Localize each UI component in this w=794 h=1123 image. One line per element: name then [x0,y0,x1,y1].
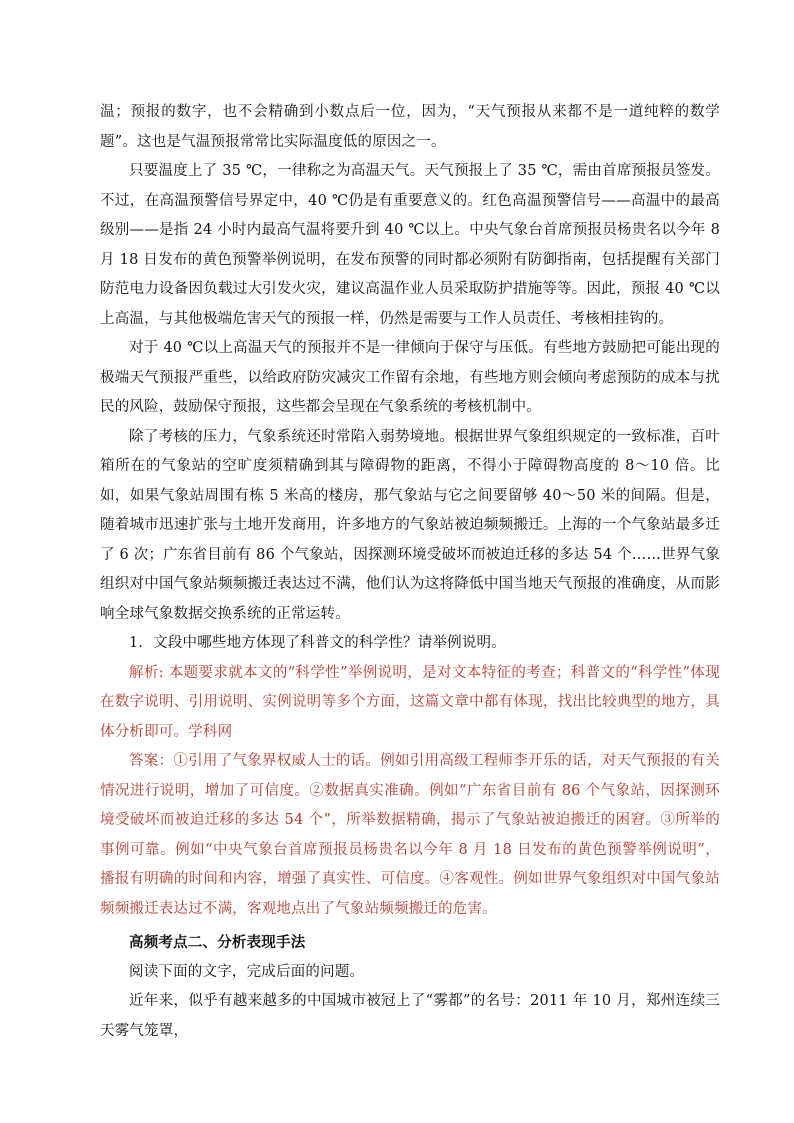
paragraph-continuation: 温；预报的数字，也不会精确到小数点后一位，因为，“天气预报从来都不是一道纯粹的数学题”。这也是气温预报常常比实际温度低的原因之一。 [100,104,720,150]
analysis-label: 解析: [129,664,164,681]
paragraph-fog-city: 近年来，似乎有越来越多的中国城市被冠上了“雾都”的名号：2011 年 10 月，郑州连续三天雾气笼罩， [100,993,720,1039]
document-body [100,98,720,1046]
reading-instruction: 阅读下面的文字，完成后面的问题。 [129,963,365,980]
paragraph-high-temperature: 只要温度上了 35 ℃，一律称之为高温天气。天气预报上了 35 ℃，需由首席预报员签发。不过，在高温预警信号界定中，40 ℃仍是有重要意义的。红色高温预警信号——高温中的最高级别——是指 24 小时内最高气温将要升到 40 ℃以上。中央气象台首席预报员杨贵名以今年 8 月 18 日发布的黄色预警举例说明，在发布预警的同时都必须附有防御指南，包括提醒有关部门防范电力设备因负载过大引发火灾，建议高温作业人员采取防护措施等等。因此，预报 40 ℃以上高温，与其他极端危害天气的预报一样，仍然是需要与工作人员责任、考核相挂钩的。 [100,163,720,327]
section-heading: 高频考点二、分析表现手法 [129,934,306,951]
analysis-block [100,659,720,748]
answer-block: 答案：①引用了气象界权威人士的话。例如引用高级工程师李开乐的话，对天气预报的有关情况进行说明，增加了可信度。②数据真实准确。例如“广东省目前有 86 个气象站，因探测环境受破坏而被迫迁移的多达 54 个”，所举数据精确，揭示了气象站被迫搬迁的困窘。③所举的事例可靠。例如“中央气象台首席预报员杨贵名以今年 8 月 18 日发布的黄色预警举例说明”，播报有明确的时间和内容，增强了真实性、可信度。④客观性。例如世界气象组织对中国气象站频频搬迁表达过不满，客观地点出了气象站频频搬迁的危害。 [100,753,720,917]
paragraph-station-relocation: 除了考核的压力，气象系统还时常陷入弱势境地。根据世界气象组织规定的一致标准，百叶箱所在的气象站的空旷度须精确到其与障碍物的距离，不得小于障碍物高度的 8～10 倍。比如，如果气象站周围有栋 5 米高的楼房，那气象站与它之间要留够 40～50 米的间隔。但是，随着城市迅速扩张与土地开发商用，许多地方的气象站被迫频频搬迁。上海的一个气象站最多迁了 6 次；广东省目前有 86 个气象站，因探测环境受破坏而被迫迁移的多达 54 个……世界气象组织对中国气象站频频搬迁表达过不满，他们认为这将降低中国当地天气预报的准确度，从而影响全球气象数据交换系统的正常运转。 [100,428,720,622]
question-1: 1．文段中哪些地方体现了科普文的科学性？请举例说明。 [129,635,506,651]
paragraph-forecast-bias: 对于 40 ℃以上高温天气的预报并不是一律倾向于保守与压低。有些地方鼓励把可能出现的极端天气预报严重些，以给政府防灾减灾工作留有余地，有些地方则会倾向考虑预防的成本与扰民的风险，鼓励保守预报，这些都会呈现在气象系统的考核机制中。 [100,340,720,415]
analysis-text: 本题要求就本文的“科学性”举例说明，是对文本特征的考查；科普文的“科学性”体现在数字说明、引用说明、实例说明等多个方面，这篇文章中都有体现，找出比较典型的地方，具体分析即可。学科网 [100,664,720,740]
